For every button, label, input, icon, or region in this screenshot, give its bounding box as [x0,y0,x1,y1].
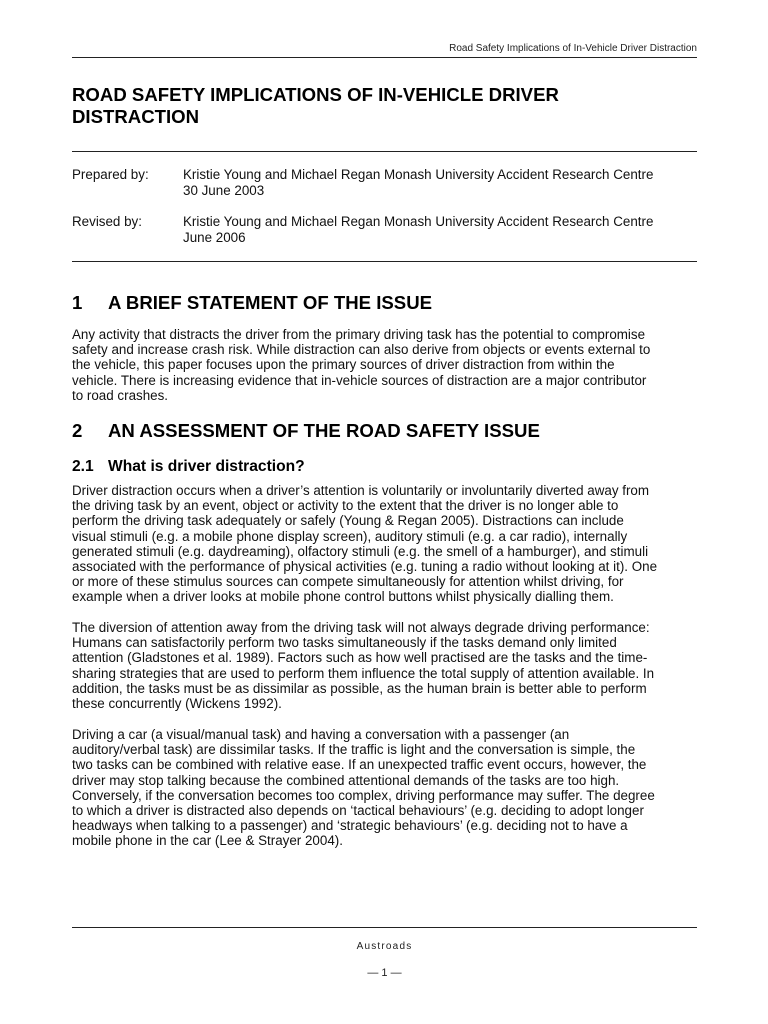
subsection-number: 2.1 [72,458,94,475]
text-line: auditory/verbal task) are dissimilar tasks. If the traffic is light and the conversation is simple, the [72,742,636,758]
text-line: the driving task by an event, object or activity to the extent that the driver is no longer able to [72,498,619,514]
text-line: sharing strategies that are used to perform them influence the total supply of attention available. In [72,665,655,681]
text-line: attention (Gladstones et al. 1989). Factors such as how well practised are the tasks and the time- [72,650,648,666]
revised-by-value [183,214,698,245]
subsection-2-1-paragraph-1 [72,483,697,605]
text-line: the vehicle, this paper focuses upon the primary sources of driver distraction from within the [72,357,615,373]
section-2-heading [72,420,540,442]
credits-rule [72,261,697,262]
prepared-by-authors: Kristie Young and Michael Regan Monash University Accident Research Centre [183,167,654,182]
header-rule [72,57,697,58]
text-line: to road crashes. [72,387,169,403]
text-line: these concurrently (Wickens 1992). [72,696,282,712]
subsection-2-1-paragraph-2 [72,620,697,711]
subsection-2-1-paragraph-3 [72,727,697,849]
prepared-by-label: Prepared by: [72,167,149,182]
text-line: driver may stop talking because the combined attentional demands of the tasks are too high. [72,772,620,788]
title-rule [72,151,697,152]
section-1-paragraph [72,327,697,403]
text-line: visual stimuli (e.g. a mobile phone display screen), auditory stimuli (e.g. a car radio), internally [72,528,628,544]
text-line: safety and increase crash risk. While distraction can also derive from objects or events external to [72,342,651,358]
text-line: mobile phone in the car (Lee & Strayer 2004). [72,833,343,849]
text-line: Any activity that distracts the driver from the primary driving task has the potential to compromise [72,327,646,342]
text-line: example when a driver looks at mobile phone control buttons whilst physically dialling them. [72,589,614,605]
running-header: Road Safety Implications of In-Vehicle Driver Distraction [449,43,697,54]
text-line: Conversely, if the conversation becomes too complex, driving performance may suffer. The degree [72,787,655,803]
subsection-2-1-heading [72,457,305,476]
section-title: AN ASSESSMENT OF THE ROAD SAFETY ISSUE [108,420,540,441]
document-title-line: DISTRACTION [72,106,200,127]
prepared-by-date: 30 June 2003 [183,182,265,198]
footer-organisation: Austroads [356,941,413,952]
text-line: addition, the tasks must be as dissimilar as possible, as the human brain is better able to perform [72,680,647,696]
footer-rule [72,927,697,928]
text-line: vehicle. There is increasing evidence that in-vehicle sources of distraction are a major contributor [72,372,647,388]
subsection-title: What is driver distraction? [108,458,305,475]
text-line: The diversion of attention away from the driving task will not always degrade driving performance: [72,620,650,635]
revised-by-label: Revised by: [72,214,142,229]
section-number: 1 [72,292,83,313]
text-line: associated with the performance of physical activities (e.g. tuning a radio without looking at it). One [72,559,658,575]
text-line: two tasks can be combined with relative ease. If an unexpected traffic event occurs, however, the [72,757,647,773]
text-line: Driver distraction occurs when a driver’s attention is voluntarily or involuntarily diverted away from [72,483,650,498]
text-line: Driving a car (a visual/manual task) and having a conversation with a passenger (an [72,727,570,742]
document-title [72,84,692,128]
text-line: generated stimuli (e.g. daydreaming), olfactory stimuli (e.g. the smell of a hamburger), and stimuli [72,543,649,559]
prepared-by-value [183,167,698,198]
text-line: headways when talking to a passenger) and ‘strategic behaviours’ (e.g. deciding not to have a [72,818,628,834]
document-page [72,0,697,1024]
text-line: or more of these stimulus sources can compete simultaneously for attention whilst driving, for [72,574,624,590]
text-line: to which a driver is distracted also depends on ‘tactical behaviours’ (e.g. deciding to adopt longer [72,803,644,819]
text-line: perform the driving task adequately or safely (Young & Regan 2005). Distractions can include [72,513,624,529]
page-number: — 1 — [367,967,402,979]
revised-by-authors: Kristie Young and Michael Regan Monash University Accident Research Centre [183,214,654,229]
revised-by-date: June 2006 [183,229,246,245]
section-1-heading [72,292,432,314]
document-title-line: ROAD SAFETY IMPLICATIONS OF IN-VEHICLE DRIVER [72,84,559,105]
text-line: Humans can satisfactorily perform two tasks simultaneously if the tasks demand only limited [72,635,617,651]
section-number: 2 [72,420,83,441]
section-title: A BRIEF STATEMENT OF THE ISSUE [108,292,433,313]
